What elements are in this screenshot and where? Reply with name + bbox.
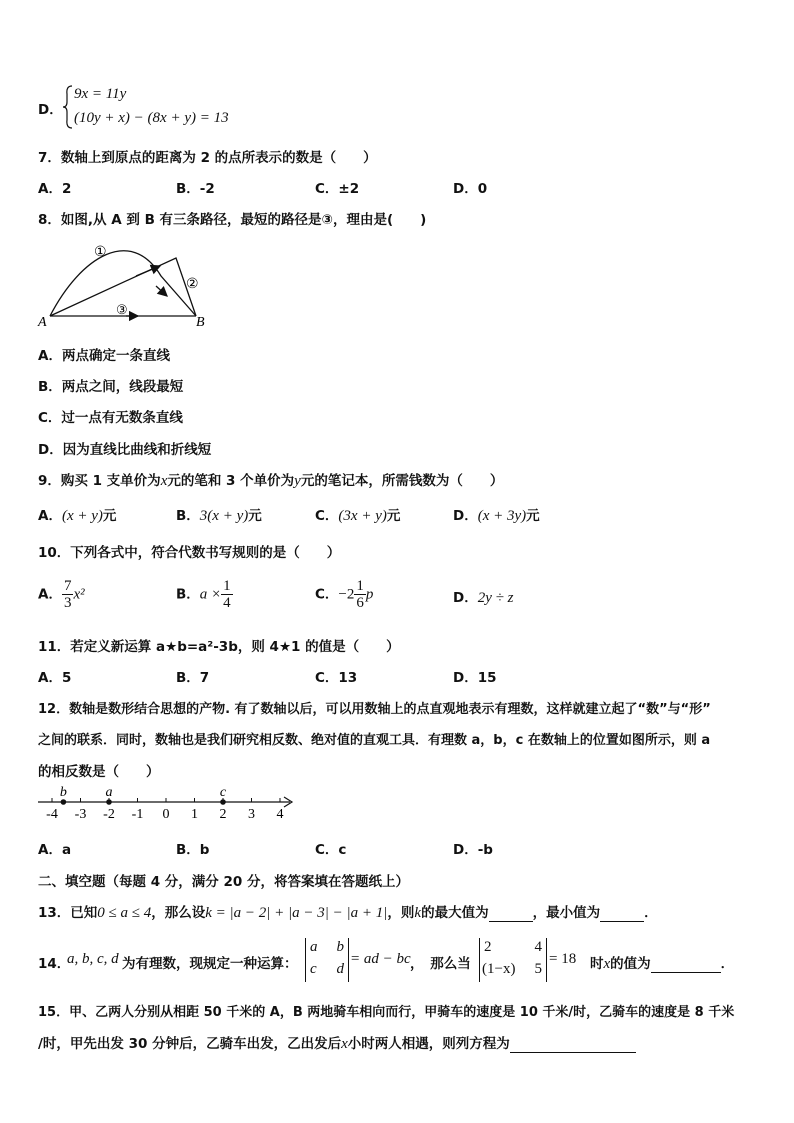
q13-max-blank[interactable]	[489, 905, 533, 922]
q15-line-1: 15．甲、乙两人分别从相距 50 千米的 A，B 两地骑车相向而行，甲骑车的速度是 10 千米/时，乙骑车的速度是 8 千米	[38, 1005, 735, 1020]
q14-rhs-1: = ad − bc	[350, 951, 411, 967]
point-a-label: A	[38, 315, 47, 330]
system-brace-icon	[62, 84, 74, 130]
q14-text-2: ， 那么当	[410, 956, 471, 972]
q14-vars: a, b, c, d	[67, 951, 119, 967]
q9-option-a[interactable]: A．(x + y)元	[38, 508, 117, 524]
q12-option-a[interactable]: A．a	[38, 842, 72, 858]
q11-option-b[interactable]: B．7	[176, 670, 210, 686]
number-line-point-b	[61, 799, 67, 805]
point-b-label: B	[196, 315, 205, 330]
q7-option-b[interactable]: B．-2	[176, 181, 215, 197]
q7-stem: 7．数轴上到原点的距离为 2 的点所表示的数是（ ）	[38, 150, 377, 166]
path-1-label: ①	[94, 245, 107, 260]
q14-tail: 时x的值为 ．	[590, 956, 735, 972]
var-y: y	[294, 473, 301, 489]
number-line-tick-label: 3	[248, 807, 255, 822]
q12-option-d[interactable]: D．-b	[453, 842, 493, 858]
q8-paths-figure	[36, 236, 226, 332]
q14-rhs-2: = 18	[549, 951, 577, 967]
number-line-point-c	[220, 799, 226, 805]
q13-stem: 13．已知0 ≤ a ≤ 4，那么设k = |a − 2| + |a − 3| − |a + 1|，则k的最大值为 ，最小值为 ．	[38, 905, 658, 921]
number-line-tick-label: 2	[219, 807, 227, 822]
number-line-tick-label: 0	[162, 807, 170, 822]
number-line-point-label-c: c	[219, 785, 227, 800]
q13-min-blank[interactable]	[600, 905, 644, 922]
q15-line-2: /时，甲先出发 30 分钟后，乙骑车出发，乙出发后x小时两人相遇，则列方程为	[38, 1032, 636, 1053]
q8-option-d[interactable]: D．因为直线比曲线和折线短	[38, 442, 212, 458]
q7-option-c[interactable]: C．±2	[315, 181, 360, 197]
q12-option-c[interactable]: C．c	[315, 842, 347, 858]
q9-option-d[interactable]: D．(x + 3y)元	[453, 508, 540, 524]
path-2-label: ②	[186, 277, 199, 292]
path-3-label: ③	[116, 302, 128, 317]
q10-option-a[interactable]: A． $\frac{7}{3}$ x²	[38, 578, 85, 611]
q12-number-line	[36, 784, 296, 824]
path-2-arrow	[136, 266, 160, 276]
number-line-point-label-b: b	[59, 785, 67, 800]
q14-text-1: 为有理数，现规定一种运算：	[122, 956, 298, 972]
q6-equation-2: (10y + x) − (8x + y) = 13	[74, 110, 229, 126]
q12-line-3: 的相反数是（ ）	[38, 764, 160, 780]
q10-option-b[interactable]: B．a × $\frac{1}{4}$	[176, 578, 231, 611]
number-line-tick-label: 4	[276, 807, 284, 822]
q7-option-a[interactable]: A．2	[38, 181, 72, 197]
number-line-point-label-a: a	[105, 785, 113, 800]
q10-option-c[interactable]: C．−2 $\frac{1}{6}$ p	[315, 578, 374, 611]
number-line-point-a	[106, 799, 112, 805]
q15-answer-blank[interactable]	[510, 1036, 636, 1053]
q10-stem: 10．下列各式中，符合代数书写规则的是（ ）	[38, 545, 341, 561]
q14-number: 14．	[38, 956, 71, 972]
q8-option-c[interactable]: C．过一点有无数条直线	[38, 410, 183, 426]
var-x: x	[160, 473, 168, 489]
number-line-tick-label: -3	[74, 807, 87, 822]
q8-stem: 8．如图,从 A 到 B 有三条路径，最短的路径是③，理由是( )	[38, 212, 427, 228]
number-line-tick-label: -2	[103, 807, 115, 822]
path-1-arrow	[156, 286, 167, 296]
q10-option-d[interactable]: D．2y ÷ z	[453, 590, 514, 606]
q8-option-b[interactable]: B．两点之间，线段最短	[38, 379, 184, 395]
q9-stem: 9．购买 1 支单价为x元的笔和 3 个单价为y元的笔记本，所需钱数为（ ）	[38, 473, 504, 489]
q7-option-d[interactable]: D．0	[453, 181, 488, 197]
q6-option-d-label: D．	[38, 102, 63, 118]
q12-option-b[interactable]: B．b	[176, 842, 210, 858]
q11-option-a[interactable]: A．5	[38, 670, 72, 686]
q12-line-1: 12．数轴是数形结合思想的产物. 有了数轴以后，可以用数轴上的点直观地表示有理数，这样就建立起了“数”与“形”	[38, 702, 711, 717]
number-line-tick-label: 1	[191, 807, 198, 822]
q8-option-a[interactable]: A．两点确定一条直线	[38, 348, 170, 364]
q14-determinant-equation: 2 4 (1−x) 5	[479, 938, 547, 982]
q14-answer-blank[interactable]	[651, 956, 721, 973]
q9-option-b[interactable]: B．3(x + y)元	[176, 508, 262, 524]
q11-option-c[interactable]: C．13	[315, 670, 358, 686]
q9-option-c[interactable]: C．(3x + y)元	[315, 508, 401, 524]
q11-option-d[interactable]: D．15	[453, 670, 497, 686]
q12-line-2: 之间的联系．同时，数轴也是我们研究相反数、绝对值的直观工具．有理数 a，b，c 在数轴上的位置如图所示，则 a	[38, 733, 711, 748]
number-line-tick-label: -1	[131, 807, 144, 822]
section-2-title: 二、填空题（每题 4 分，满分 20 分，将答案填在答题纸上）	[38, 874, 409, 890]
q14-determinant-definition: a b c d	[305, 938, 349, 982]
number-line-tick-label: -4	[46, 807, 58, 822]
q11-stem: 11．若定义新运算 a★b=a²-3b，则 4★1 的值是（ ）	[38, 639, 400, 655]
q6-equation-1: 9x = 11y	[74, 86, 127, 102]
